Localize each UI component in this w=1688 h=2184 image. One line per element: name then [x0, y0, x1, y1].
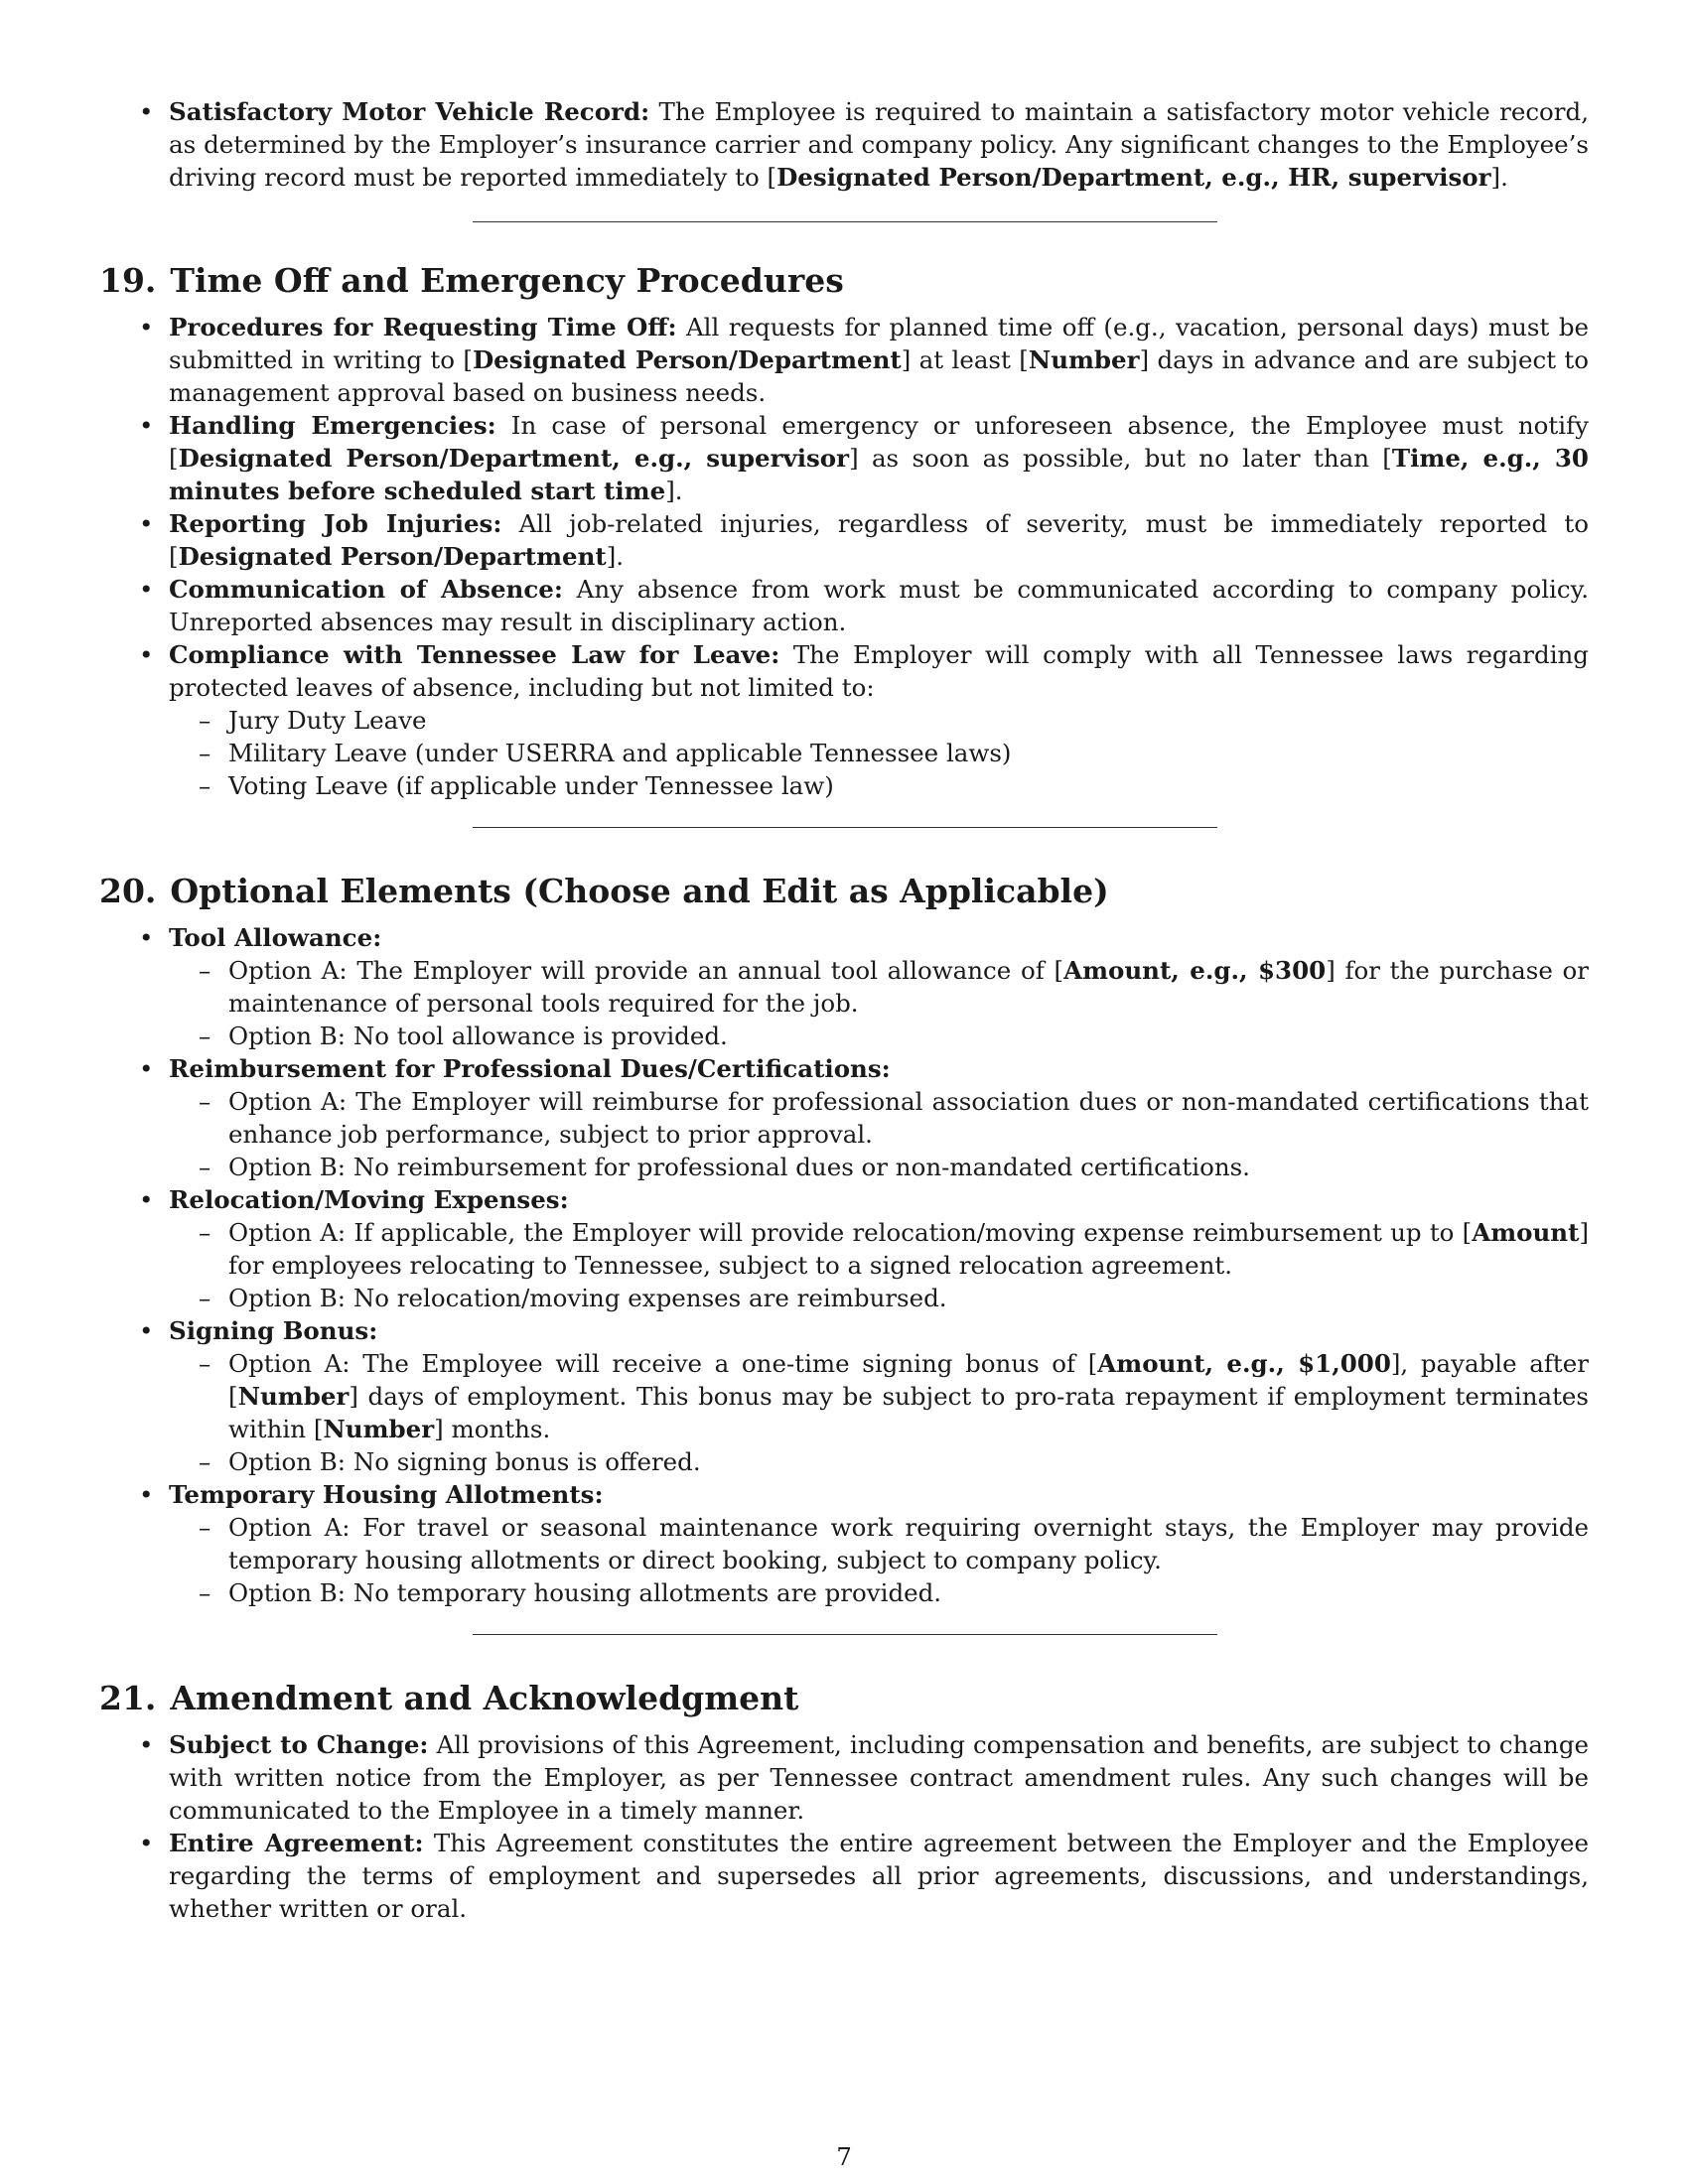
- item-text: All job-related injuries, regardless of severity, must be immediately reported to [: [169, 509, 1589, 571]
- list-item: [99, 1052, 1589, 1183]
- section-21-list: [99, 1728, 1589, 1925]
- item-label: Communication of Absence:: [169, 575, 563, 604]
- sub-list-item: – Voting Leave (if applicable under Tennessee law): [169, 769, 1589, 802]
- sub-list-item: – Option B: No tool allowance is provided.: [169, 1020, 1589, 1052]
- item-label: Satisfactory Motor Vehicle Record:: [169, 97, 650, 126]
- option-text: ] days of employment. This bonus may be subject to pro-rata repayment if employment terminates within [: [228, 1382, 1589, 1443]
- item-label: Reimbursement for Professional Dues/Certifications:: [169, 1054, 891, 1083]
- list-item: [99, 1827, 1589, 1925]
- sub-list-item: [169, 1216, 1589, 1282]
- placeholder-text: Designated Person/Department, e.g., supervisor: [178, 444, 850, 473]
- section-heading-19: [99, 261, 1589, 301]
- placeholder-text: Designated Person/Department: [472, 345, 902, 374]
- list-item: [99, 573, 1589, 638]
- document-page: [99, 95, 1589, 1925]
- sub-list: [169, 1511, 1589, 1609]
- sub-list-item: – Option A: For travel or seasonal maintenance work requiring overnight stays, the Employer may provide temporary housing allotments or direct booking, subject to company policy.: [169, 1511, 1589, 1576]
- item-text: ] as soon as possible, but no later than [: [849, 444, 1392, 473]
- placeholder-text: Time, e.g., 30 minutes before scheduled start time: [169, 444, 1589, 505]
- option-text: ], payable after [: [228, 1349, 1589, 1411]
- item-text: ].: [665, 477, 683, 505]
- top-list: [99, 95, 1589, 194]
- item-label: Signing Bonus:: [169, 1316, 378, 1345]
- sub-list: [169, 954, 1589, 1052]
- list-item: [99, 409, 1589, 507]
- item-text: All requests for planned time off (e.g., vacation, personal days) must be submitted in writing to [: [169, 313, 1590, 374]
- placeholder-text: Amount: [1472, 1218, 1580, 1247]
- placeholder-text: Number: [237, 1382, 350, 1411]
- page-number: 7: [836, 2142, 852, 2171]
- section-number: 20.: [99, 872, 157, 910]
- placeholder-text: Designated Person/Department, e.g., HR, supervisor: [776, 163, 1491, 192]
- item-text: This Agreement constitutes the entire agreement between the Employer and the Employee regarding the terms of employment and supersedes all prior agreements, discussions, and understandings, whether written or oral.: [169, 1829, 1590, 1923]
- option-text: ] for employees relocating to Tennessee, subject to a signed relocation agreement.: [228, 1218, 1589, 1280]
- item-text: ] at least [: [901, 345, 1029, 374]
- section-number: 21.: [99, 1679, 157, 1717]
- section-heading-21: [99, 1679, 1589, 1718]
- list-item: [99, 1314, 1589, 1478]
- sub-list-item: – Military Leave (under USERRA and applicable Tennessee laws): [169, 737, 1589, 769]
- item-label: Tool Allowance:: [169, 923, 382, 952]
- list-item: [99, 1478, 1589, 1609]
- item-label: Compliance with Tennessee Law for Leave:: [169, 640, 780, 669]
- list-item: [99, 1728, 1589, 1827]
- placeholder-text: Amount, e.g., $1,000: [1097, 1349, 1391, 1378]
- item-text: The Employee is required to maintain a satisfactory motor vehicle record, as determined by the Employer’s insurance carrier and company policy. Any significant changes to the Employee’s driving record must be reported immediately to [: [169, 97, 1589, 192]
- section-title: Optional Elements (Choose and Edit as Applicable): [170, 872, 1109, 910]
- sub-list-item: – Option B: No temporary housing allotments are provided.: [169, 1576, 1589, 1609]
- item-text: The Employer will comply with all Tennessee laws regarding protected leaves of absence, including but not limited to:: [169, 640, 1589, 702]
- section-19-list: [99, 311, 1589, 802]
- section-title: Amendment and Acknowledgment: [170, 1679, 799, 1717]
- item-text: Any absence from work must be communicated according to company policy. Unreported absences may result in disciplinary action.: [169, 575, 1589, 636]
- list-item: [99, 507, 1589, 573]
- section-heading-20: [99, 872, 1589, 911]
- item-label: Entire Agreement:: [169, 1829, 424, 1857]
- item-text: ].: [1490, 163, 1508, 192]
- sub-list-item: [169, 954, 1589, 1020]
- sub-list: [169, 1085, 1589, 1183]
- option-text: ] months.: [434, 1415, 551, 1443]
- sub-list-item: – Jury Duty Leave: [169, 704, 1589, 737]
- placeholder-text: Number: [323, 1415, 435, 1443]
- option-text: Option A: The Employee will receive a one-time signing bonus of [: [228, 1349, 1098, 1378]
- section-20-list: [99, 921, 1589, 1609]
- list-item: [99, 311, 1589, 409]
- list-item: [99, 95, 1589, 194]
- list-item: [99, 638, 1589, 802]
- item-label: Subject to Change:: [169, 1730, 429, 1759]
- item-label: Temporary Housing Allotments:: [169, 1480, 604, 1509]
- sub-list: [169, 704, 1589, 802]
- item-text: All provisions of this Agreement, including compensation and benefits, are subject to change with written notice from the Employer, as per Tennessee contract amendment rules. Any such changes will be communicated to the Employee in a timely manner.: [169, 1730, 1589, 1825]
- item-label: Handling Emergencies:: [169, 411, 496, 440]
- item-text: ].: [606, 542, 625, 571]
- item-text: In case of personal emergency or unforeseen absence, the Employee must notify [: [169, 411, 1590, 473]
- sub-list-item: [169, 1347, 1589, 1445]
- sub-list-item: – Option B: No signing bonus is offered.: [169, 1445, 1589, 1478]
- section-title: Time Off and Emergency Procedures: [170, 261, 844, 300]
- placeholder-text: Amount, e.g., $300: [1063, 956, 1327, 985]
- placeholder-text: Designated Person/Department: [178, 542, 607, 571]
- item-label: Relocation/Moving Expenses:: [169, 1185, 569, 1214]
- sub-list: [169, 1347, 1589, 1478]
- item-label: Reporting Job Injuries:: [169, 509, 502, 538]
- section-number: 19.: [99, 261, 157, 300]
- sub-list: [169, 1216, 1589, 1314]
- item-label: Procedures for Requesting Time Off:: [169, 313, 677, 341]
- placeholder-text: Number: [1028, 345, 1140, 374]
- item-text: ] days in advance and are subject to management approval based on business needs.: [169, 345, 1590, 407]
- sub-list-item: – Option B: No reimbursement for professional dues or non-mandated certifications.: [169, 1151, 1589, 1183]
- sub-list-item: – Option A: The Employer will reimburse for professional association dues or non-mandated certifications that enhance job performance, subject to prior approval.: [169, 1085, 1589, 1151]
- option-text: Option A: The Employer will provide an annual tool allowance of [: [228, 956, 1064, 985]
- option-text: Option A: If applicable, the Employer will provide relocation/moving expense reimbursement up to [: [228, 1218, 1473, 1247]
- sub-list-item: – Option B: No relocation/moving expenses are reimbursed.: [169, 1282, 1589, 1314]
- option-text: ] for the purchase or maintenance of personal tools required for the job.: [228, 956, 1589, 1018]
- list-item: [99, 1183, 1589, 1314]
- list-item: [99, 921, 1589, 1052]
